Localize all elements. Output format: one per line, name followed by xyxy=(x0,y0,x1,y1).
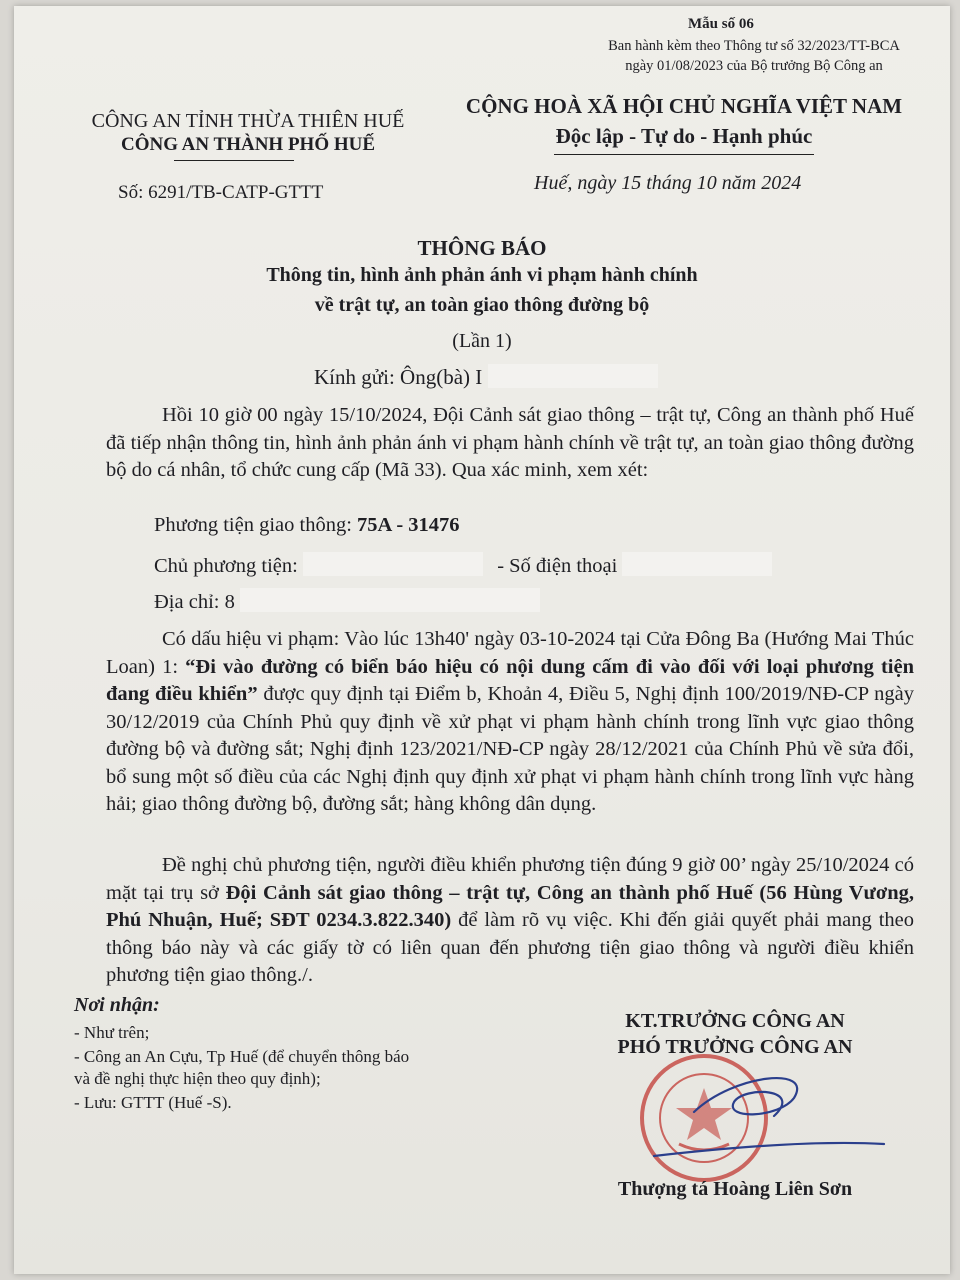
document-heading: THÔNG BÁO xyxy=(417,236,547,260)
violation-paragraph xyxy=(106,626,914,819)
form-reference-line1: Ban hành kèm theo Thông tư số 32/2023/TT-BCA xyxy=(608,38,900,54)
title-line1: Thông tin, hình ảnh phản ánh vi phạm hành chính xyxy=(266,264,698,286)
redaction-box xyxy=(303,552,483,576)
violation-text-2: được quy định tại Điểm b, Khoản 4, Điều 5, Nghị định 100/2019/NĐ-CP ngày 30/12/2019 của Chính Phủ quy định về xử phạt vi phạm hành chính trong lĩnh vực giao thông đường bộ và đường sắt; Nghị định 123/2021/NĐ-CP ngày 28/12/2021 của Chính Phủ về sửa đổi, bổ sung một số điều của các Nghị định quy định xử phạt vi phạm hành chính trong lĩnh vực hàng hải; giao thông đường bộ, đường sắt; hàng không dân dụng. xyxy=(106,683,914,815)
phone-label: - Số điện thoại xyxy=(497,555,618,577)
request-text-1: Đề nghị chủ phương tiện, người điều khiển phương tiện đúng 9 giờ 00’ ngày 25/10/2024 có mặt tại trụ sở xyxy=(106,854,914,904)
vehicle-line xyxy=(154,514,460,537)
violation-description: “Đi vào đường có biển báo hiệu có nội dung cấm đi vào đối với loại phương tiện đang điều khiển” xyxy=(106,655,915,705)
recipient-item-1: - Như trên; xyxy=(74,1023,150,1042)
violation-text-1: Có dấu hiệu vi phạm: Vào lúc 13h40' ngày 03-10-2024 tại Cửa Đông Ba (Hướng Mai Thúc Loan) 1: xyxy=(106,628,914,678)
owner-line xyxy=(154,552,894,578)
recipient-item-2-line1: - Công an An Cựu, Tp Huế (để chuyển thông báo xyxy=(74,1047,410,1066)
address-line xyxy=(154,588,894,614)
agency-underline xyxy=(174,160,294,161)
signature-title-2: PHÓ TRƯỞNG CÔNG AN xyxy=(617,1036,853,1058)
signer-name: Thượng tá Hoàng Liên Sơn xyxy=(617,1178,853,1200)
document-page xyxy=(14,6,950,1274)
official-stamp-and-signature xyxy=(594,1046,894,1186)
intro-paragraph: Hồi 10 giờ 00 ngày 15/10/2024, Đội Cảnh sát giao thông – trật tự, Công an thành phố Huế đã tiếp nhận thông tin, hình ảnh phản ánh vi phạm hành chính về trật tự, an toàn giao thông đường bộ do cá nhân, tổ chức cung cấp (Mã 33). Qua xác minh, xem xét: xyxy=(106,404,914,481)
redaction-box xyxy=(622,552,772,576)
recipient-item-2 xyxy=(74,1046,504,1090)
star-emblem xyxy=(676,1088,732,1140)
request-paragraph xyxy=(106,852,914,990)
recipient-label: Kính gửi: Ông(bà) xyxy=(314,365,471,389)
redaction-box xyxy=(488,364,658,388)
redaction-box xyxy=(240,588,540,612)
request-text-2: để làm rõ vụ việc. Khi đến giải quyết phải mang theo thông báo này và các giấy tờ có liên quan đến phương tiện giao thông và người điều khiển phương tiện giao thông./. xyxy=(106,909,914,986)
recipient-item-2-line2: và đề nghị thực hiện theo quy định); xyxy=(74,1069,321,1088)
signature-title-1: KT.TRƯỞNG CÔNG AN xyxy=(625,1010,845,1032)
police-stamp xyxy=(642,1056,766,1180)
vehicle-plate: 75A - 31476 xyxy=(357,514,460,536)
motto-underline xyxy=(554,154,814,155)
handwritten-signature xyxy=(654,1078,884,1156)
request-location: Đội Cảnh sát giao thông – trật tự, Công an thành phố Huế (56 Hùng Vương, Phú Nhuận, Huế; SĐT 0234.3.822.340) xyxy=(106,881,914,931)
agency-parent: CÔNG AN TỈNH THỪA THIÊN HUẾ xyxy=(91,110,405,132)
place-date: Huế, ngày 15 tháng 10 năm 2024 xyxy=(534,172,802,194)
document-number: Số: 6291/TB-CATP-GTTT xyxy=(118,182,324,203)
recipient-line xyxy=(314,364,658,390)
title-line2: về trật tự, an toàn giao thông đường bộ xyxy=(314,294,650,316)
recipient-item-3: - Lưu: GTTT (Huế -S). xyxy=(74,1093,232,1112)
nation-name: CỘNG HOÀ XÃ HỘI CHỦ NGHĨA VIỆT NAM xyxy=(465,94,903,118)
address-label: Địa chỉ: 8 xyxy=(154,591,235,613)
form-number: Mẫu số 06 xyxy=(688,16,754,32)
recipient-name: I xyxy=(475,365,483,389)
attempt-number: (Lần 1) xyxy=(452,330,512,352)
form-reference-line2: ngày 01/08/2023 của Bộ trưởng Bộ Công an xyxy=(625,58,883,74)
vehicle-label: Phương tiện giao thông: xyxy=(154,514,358,536)
form-reference xyxy=(574,36,934,76)
recipients-title: Nơi nhận: xyxy=(74,994,160,1016)
owner-label: Chủ phương tiện: xyxy=(154,555,298,577)
motto: Độc lập - Tự do - Hạnh phúc xyxy=(555,124,813,148)
agency-name: CÔNG AN THÀNH PHỐ HUẾ xyxy=(120,134,376,155)
